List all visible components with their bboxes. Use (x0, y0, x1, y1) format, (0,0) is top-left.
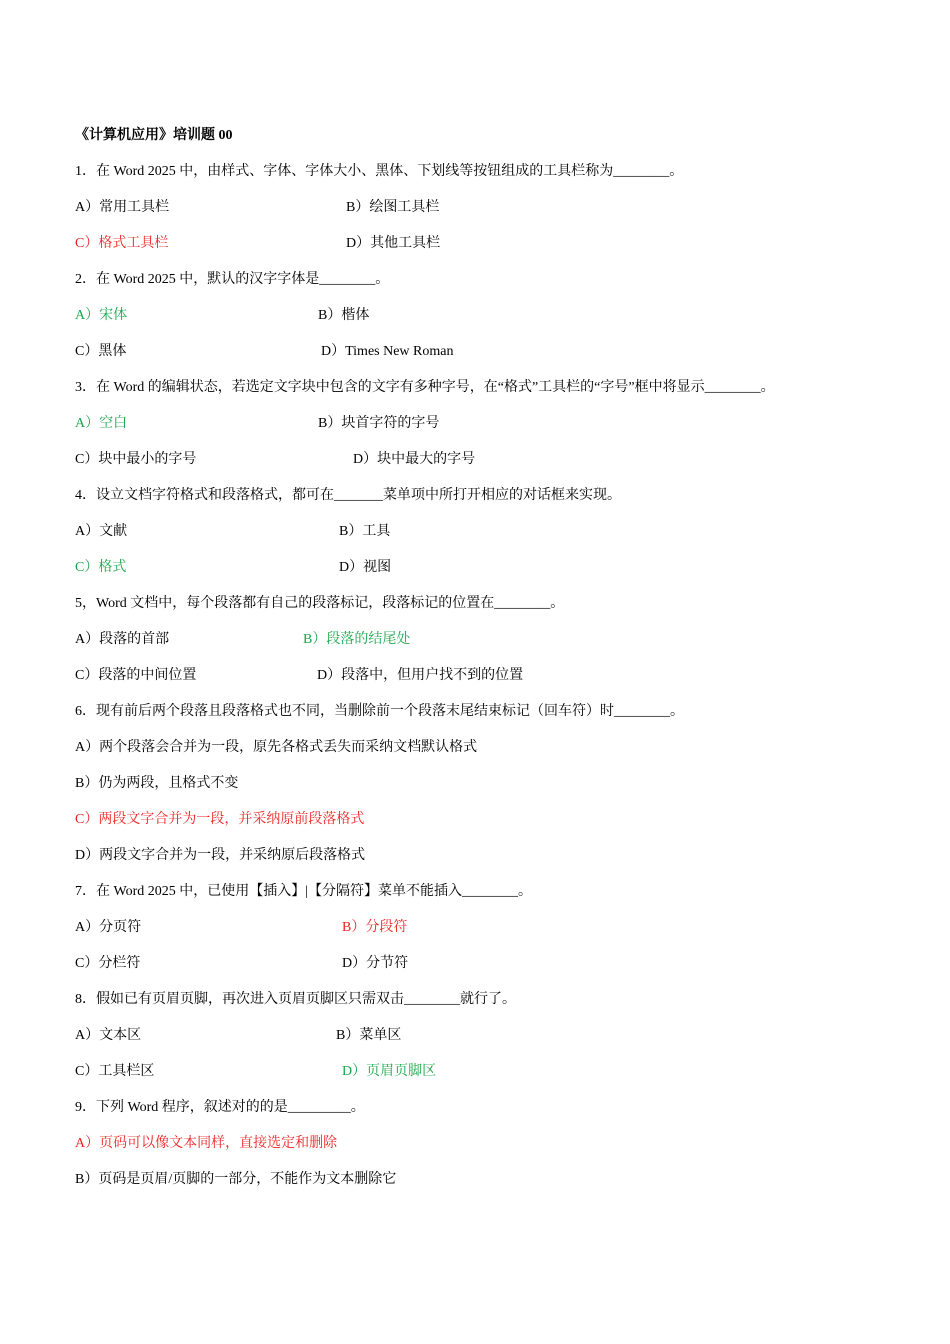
page-title: 《计算机应用》培训题 00 (75, 128, 233, 143)
q7-option-c: C）分栏符 (75, 956, 141, 971)
q3-option-a-answer: A）空白 (75, 416, 128, 431)
q4-option-b: B）工具 (339, 524, 391, 539)
question-1-stem: 1．在 Word 2025 中，由样式、字体、字体大小、黑体、下划线等按钮组成的工具栏称为________。 (75, 164, 684, 179)
q2-option-a-answer: A）宋体 (75, 308, 128, 323)
q8-option-b: B）菜单区 (336, 1028, 402, 1043)
q6-option-c-answer: C）两段文字合并为一段，并采纳原前段落格式 (75, 812, 365, 827)
q7-option-a: A）分页符 (75, 920, 142, 935)
question-6-stem: 6．现有前后两个段落且段落格式也不同，当删除前一个段落末尾结束标记（回车符）时________。 (75, 704, 684, 719)
q8-option-c: C）工具栏区 (75, 1064, 155, 1079)
q8-option-a: A）文本区 (75, 1028, 142, 1043)
q6-option-a: A）两个段落会合并为一段，原先各格式丢失而采纳文档默认格式 (75, 740, 478, 755)
q4-option-a: A）文献 (75, 524, 128, 539)
q4-option-d: D）视图 (339, 560, 392, 575)
q5-option-c: C）段落的中间位置 (75, 668, 197, 683)
q7-option-b-answer: B）分段符 (342, 920, 408, 935)
q2-option-c: C）黑体 (75, 344, 127, 359)
q4-option-c-answer: C）格式 (75, 560, 127, 575)
q1-option-c-answer: C）格式工具栏 (75, 236, 169, 251)
question-7-stem: 7．在 Word 2025 中，已使用【插入】|【分隔符】菜单不能插入________。 (75, 884, 533, 899)
q5-option-d: D）段落中，但用户找不到的位置 (317, 668, 524, 683)
q9-option-b: B）页码是页眉/页脚的一部分，不能作为文本删除它 (75, 1172, 397, 1187)
question-4-stem: 4．设立文档字符格式和段落格式，都可在_______菜单项中所打开相应的对话框来实现。 (75, 488, 621, 503)
q5-option-b-answer: B）段落的结尾处 (303, 632, 411, 647)
q3-option-d: D）块中最大的字号 (353, 452, 476, 467)
question-8-stem: 8．假如已有页眉页脚，再次进入页眉页脚区只需双击________就行了。 (75, 992, 516, 1007)
question-2-stem: 2．在 Word 2025 中，默认的汉字字体是________。 (75, 272, 390, 287)
q2-option-b: B）楷体 (318, 308, 370, 323)
q3-option-b: B）块首字符的字号 (318, 416, 440, 431)
q1-option-d: D）其他工具栏 (346, 236, 441, 251)
q1-option-a: A）常用工具栏 (75, 200, 170, 215)
q9-option-a-answer: A）页码可以像文本同样，直接选定和删除 (75, 1136, 338, 1151)
question-3-stem: 3．在 Word 的编辑状态，若选定文字块中包含的文字有多种字号，在“格式”工具栏的“字号”框中将显示________。 (75, 380, 775, 395)
q8-option-d-answer: D）页眉页脚区 (342, 1064, 437, 1079)
q7-option-d: D）分节符 (342, 956, 409, 971)
q6-option-b: B）仍为两段，且格式不变 (75, 776, 239, 791)
question-9-stem: 9．下列 Word 程序，叙述对的的是_________。 (75, 1100, 365, 1115)
q5-option-a: A）段落的首部 (75, 632, 170, 647)
q2-option-d: D）Times New Roman (321, 344, 454, 359)
q3-option-c: C）块中最小的字号 (75, 452, 197, 467)
q6-option-d: D）两段文字合并为一段，并采纳原后段落格式 (75, 848, 366, 863)
q1-option-b: B）绘图工具栏 (346, 200, 440, 215)
question-5-stem: 5，Word 文档中，每个段落都有自己的段落标记，段落标记的位置在________。 (75, 596, 565, 611)
